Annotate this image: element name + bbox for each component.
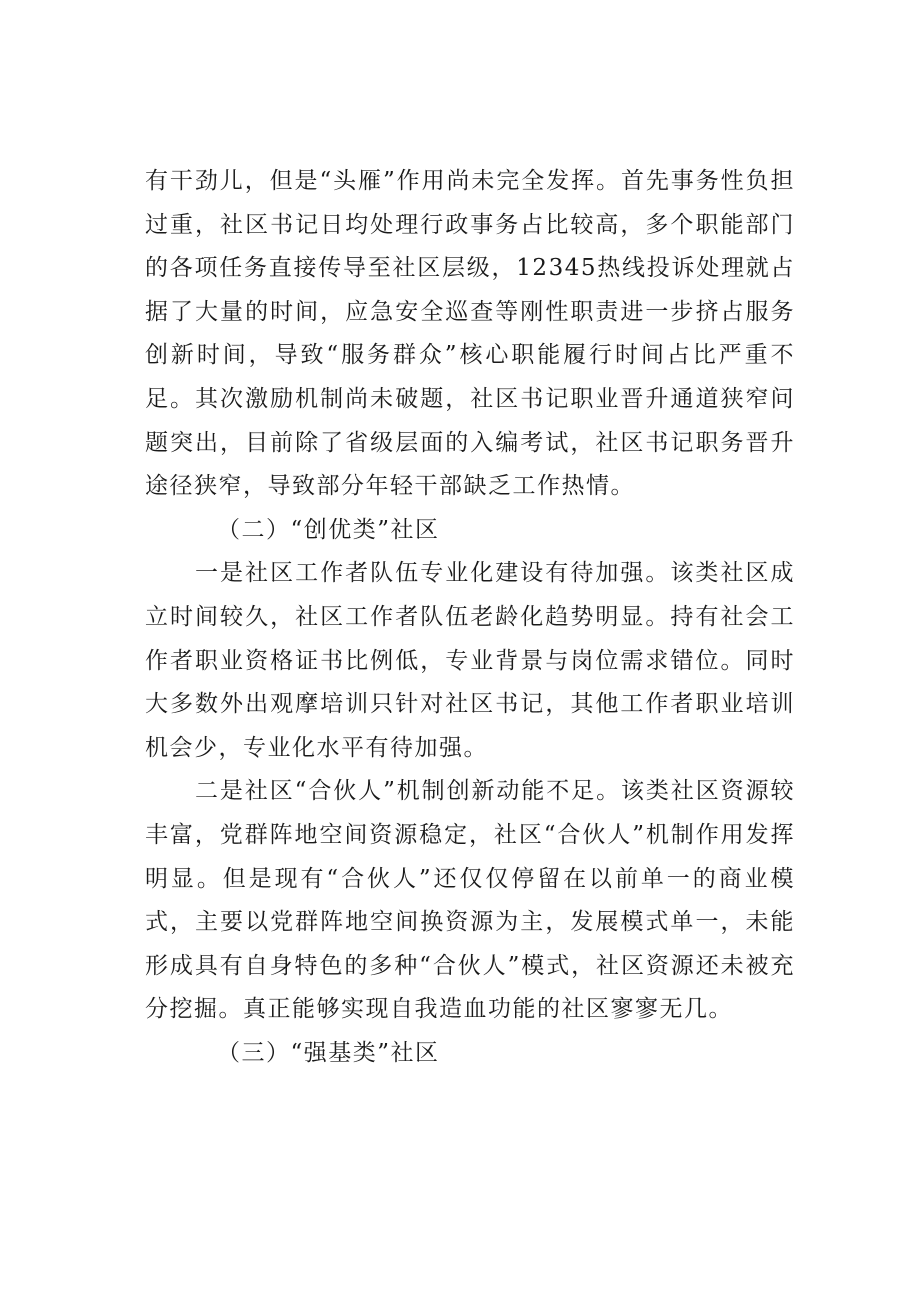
section-heading-qiangji: （三）“强基类”社区: [217, 1039, 440, 1066]
document-body: [145, 160, 795, 1075]
section-heading-chuangyou: （二）“创优类”社区: [217, 516, 440, 543]
body-paragraph-team-professionalization: 一是社区工作者队伍专业化建设有待加强。该类社区成立时间较久，社区工作者队伍老龄化趋势明显。持有社会工作者职业资格证书比例低，专业背景与岗位需求错位。同时大多数外出观摩培训只针对社区书记，其他工作者职业培训机会少，专业化水平有待加强。: [145, 560, 795, 761]
body-paragraph-continuation: 有干劲儿，但是“头雁”作用尚未完全发挥。首先事务性负担过重，社区书记日均处理行政事务占比较高，多个职能部门的各项任务直接传导至社区层级，12345热线投诉处理就占据了大量的时间，应急安全巡查等刚性职责进一步挤占服务创新时间，导致“服务群众”核心职能履行时间占比严重不足。其次激励机制尚未破题，社区书记职业晋升通道狭窄问题突出，目前除了省级层面的入编考试，社区书记职务晋升途径狭窄，导致部分年轻干部缺乏工作热情。: [145, 168, 795, 500]
body-paragraph-partner-mechanism: 二是社区“合伙人”机制创新动能不足。该类社区资源较丰富，党群阵地空间资源稳定，社区“合伙人”机制作用发挥明显。但是现有“合伙人”还仅仅停留在以前单一的商业模式，主要以党群阵地空间换资源为主，发展模式单一，未能形成具有自身特色的多种“合伙人”模式，社区资源还未被充分挖掘。真正能够实现自我造血功能的社区寥寥无几。: [145, 778, 795, 1023]
